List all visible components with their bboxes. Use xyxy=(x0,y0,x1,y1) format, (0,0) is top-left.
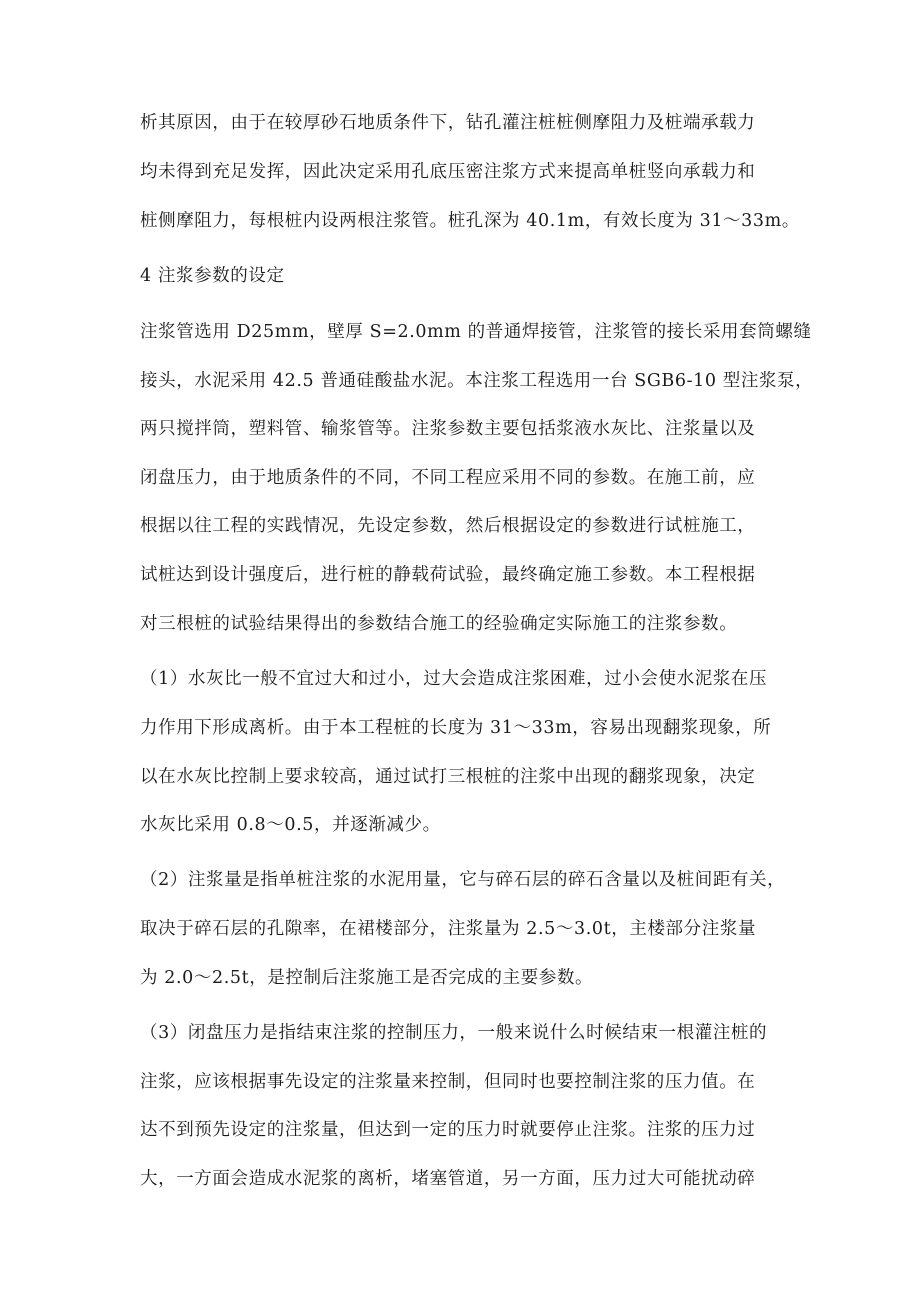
text-line: 水灰比采用 0.8～0.5，并逐渐减少。 xyxy=(140,815,441,835)
text-line: 为 2.0～2.5t，是控制后注浆施工是否完成的主要参数。 xyxy=(140,968,594,988)
text-line: 均未得到充足发挥，因此决定采用孔底压密注浆方式来提高单桩竖向承载力和 xyxy=(140,162,756,182)
text-line: 桩侧摩阻力，每根桩内设两根注浆管。桩孔深为 40.1m，有效长度为 31～33m。 xyxy=(140,211,800,231)
text-line: （1）水灰比一般不宜过大和过小，过大会造成注浆困难，过小会使水泥浆在压 xyxy=(140,669,768,689)
text-line: 注浆管选用 D25mm，壁厚 S=2.0mm 的普通焊接管，注浆管的接长采用套筒螺缝 xyxy=(140,322,812,342)
text-line: 注浆，应该根据事先设定的注浆量来控制，但同时也要控制注浆的压力值。在 xyxy=(140,1072,756,1092)
text-line: 接头，水泥采用 42.5 普通硅酸盐水泥。本注浆工程选用一台 SGB6-10 型注浆泵， xyxy=(140,371,814,391)
text-line: 试桩达到设计强度后，进行桩的静载荷试验，最终确定施工参数。本工程根据 xyxy=(140,565,756,585)
text-line: 对三根桩的试验结果得出的参数结合施工的经验确定实际施工的注浆参数。 xyxy=(140,614,738,634)
text-line: 根据以往工程的实践情况，先设定参数，然后根据设定的参数进行试桩施工， xyxy=(140,516,756,536)
text-line: 取决于碎石层的孔隙率，在裙楼部分，注浆量为 2.5～3.0t，主楼部分注浆量 xyxy=(140,919,757,939)
text-line: 闭盘压力，由于地质条件的不同，不同工程应采用不同的参数。在施工前，应 xyxy=(140,468,756,488)
text-line: （3）闭盘压力是指结束注浆的控制压力，一般来说什么时候结束一根灌注桩的 xyxy=(140,1023,768,1043)
text-line: 两只搅拌筒，塑料管、输浆管等。注浆参数主要包括浆液水灰比、注浆量以及 xyxy=(140,419,756,439)
text-line: （2）注浆量是指单桩注浆的水泥用量，它与碎石层的碎石含量以及桩间距有关， xyxy=(140,870,786,890)
text-line: 大，一方面会造成水泥浆的离析，堵塞管道，另一方面，压力过大可能扰动碎 xyxy=(140,1169,756,1189)
text-line: 达不到预先设定的注浆量，但达到一定的压力时就要停止注浆。注浆的压力过 xyxy=(140,1120,756,1140)
text-line: 力作用下形成离析。由于本工程桩的长度为 31～33m，容易出现翻浆现象，所 xyxy=(140,718,772,738)
text-line: 析其原因，由于在较厚砂石地质条件下，钻孔灌注桩桩侧摩阻力及桩端承载力 xyxy=(140,113,756,133)
section-heading: 4 注浆参数的设定 xyxy=(140,266,285,286)
text-line: 以在水灰比控制上要求较高，通过试打三根桩的注浆中出现的翻浆现象，决定 xyxy=(140,767,756,787)
